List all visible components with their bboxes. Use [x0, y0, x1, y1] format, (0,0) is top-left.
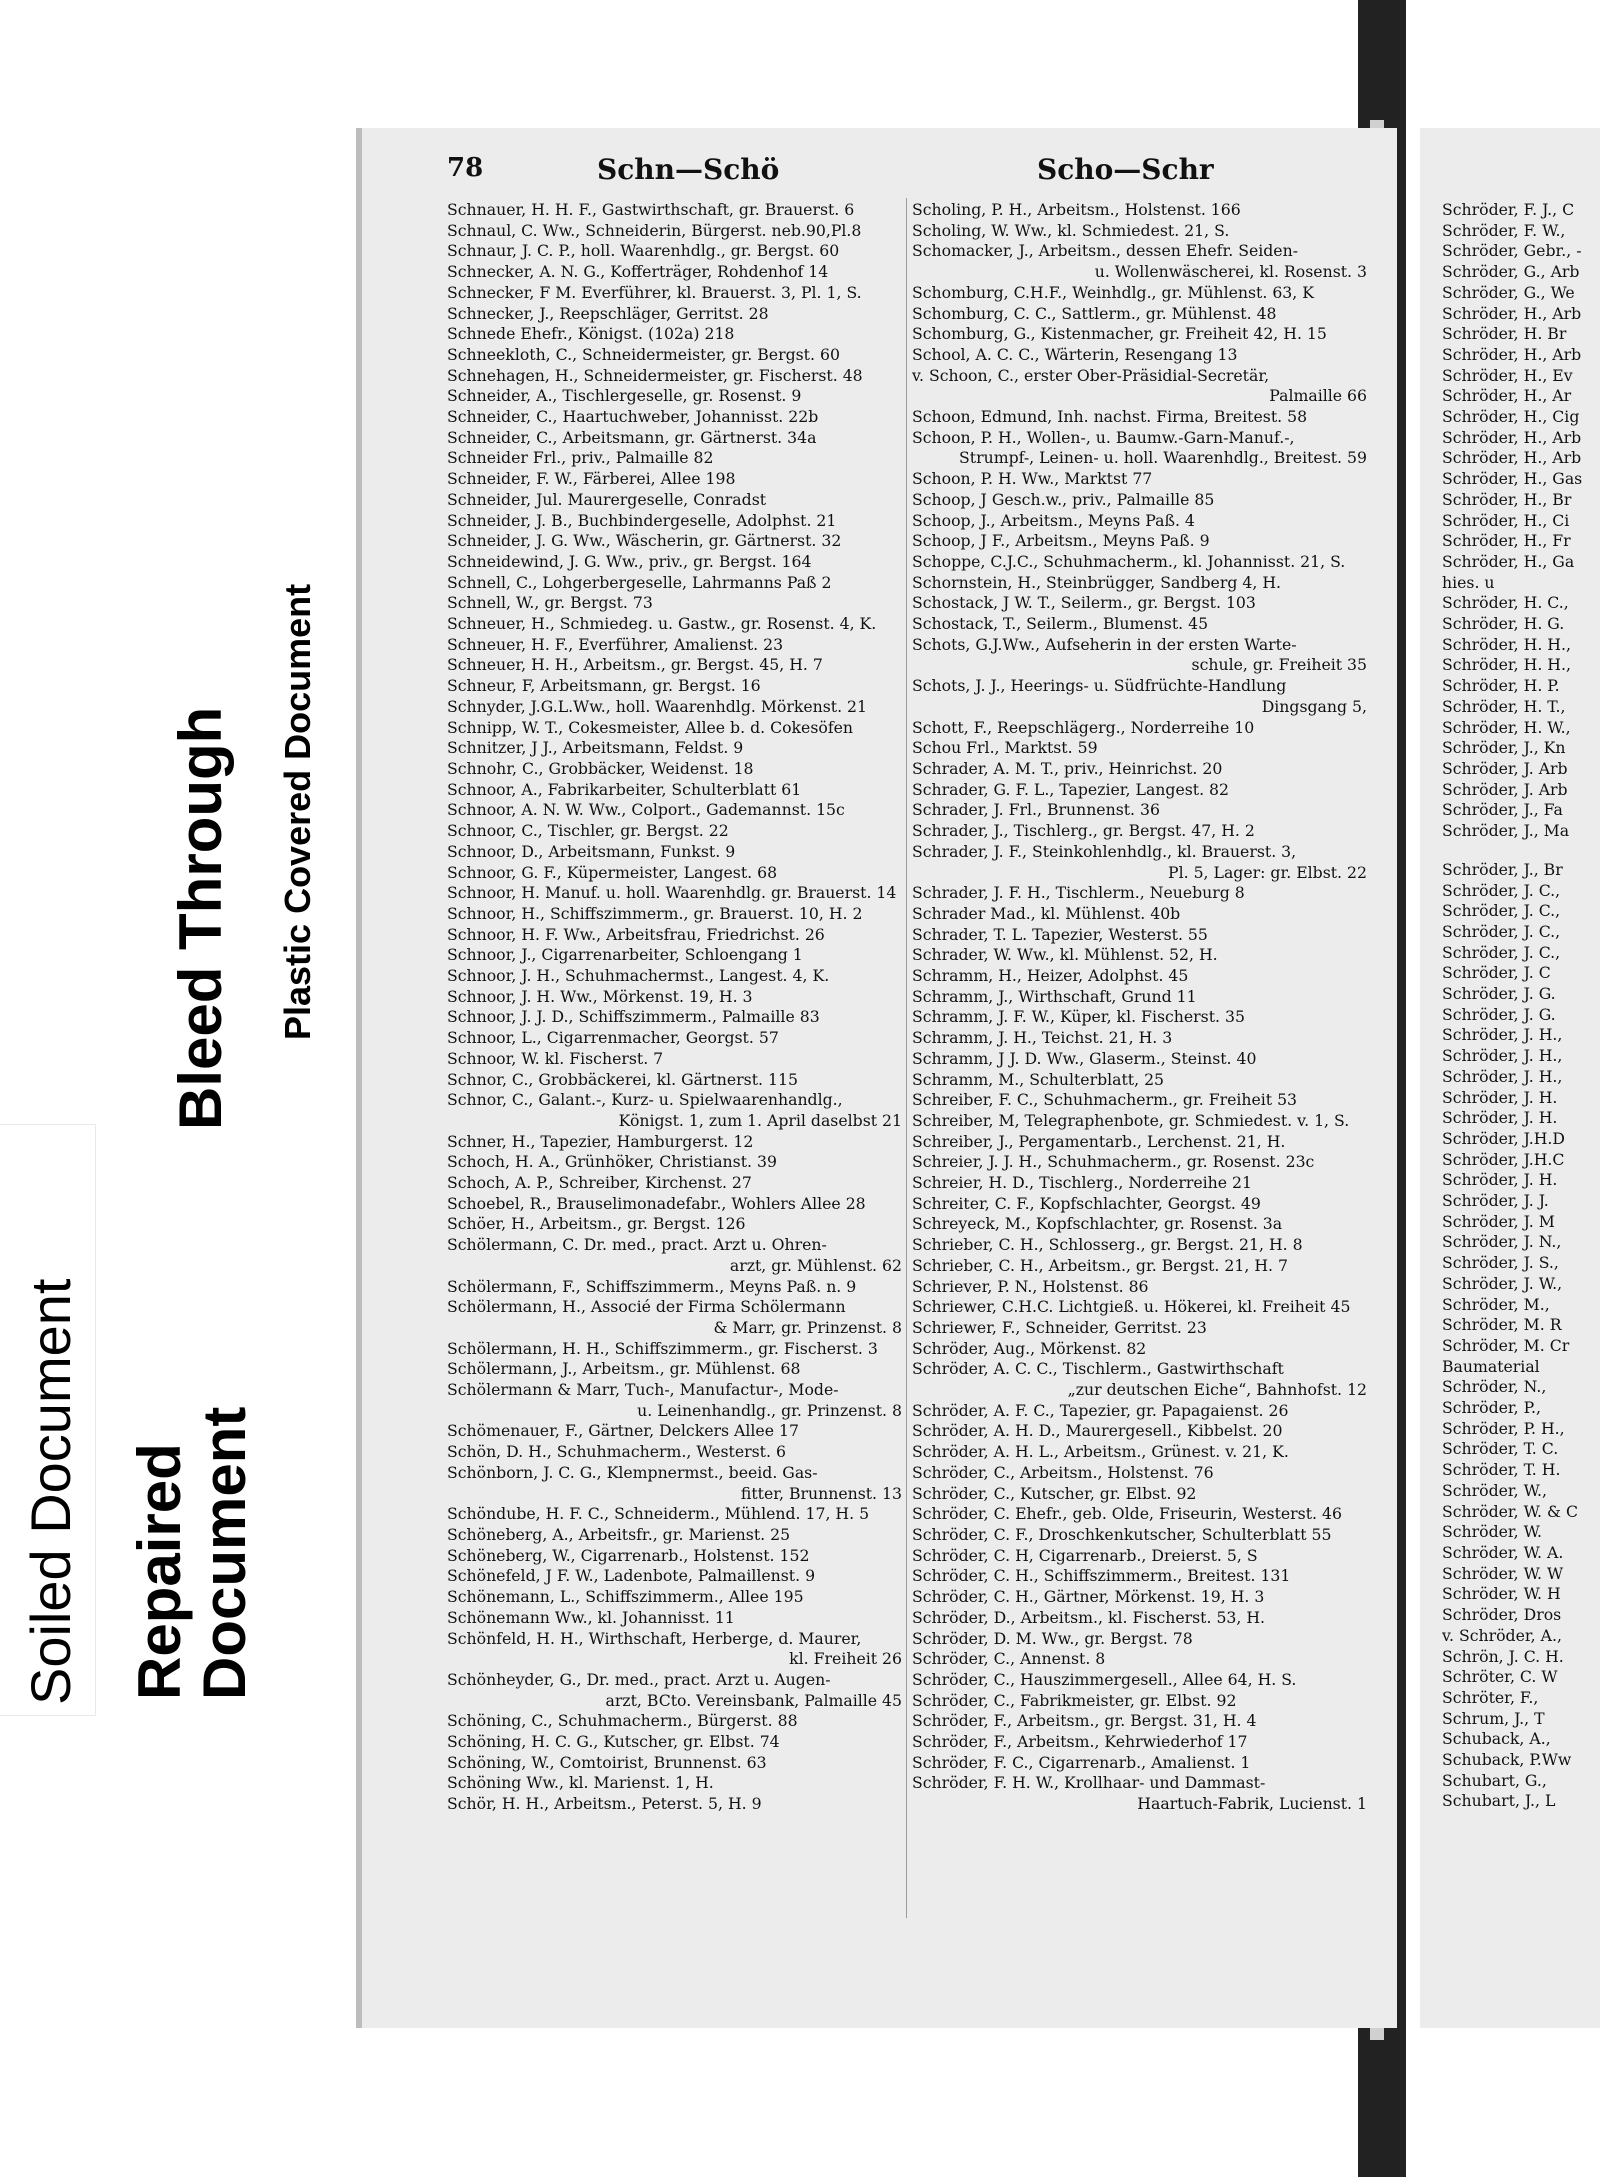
directory-entry: Schnecker, A. N. G., Kofferträger, Rohdenhof 14 — [447, 262, 829, 282]
directory-entry: Schröder, C., Kutscher, gr. Elbst. 92 — [912, 1483, 1197, 1503]
directory-entry: Schöning, H. C. G., Kutscher, gr. Elbst. 74 — [447, 1732, 780, 1752]
directory-entry: Schrader Mad., kl. Mühlenst. 40b — [912, 903, 1181, 923]
directory-entry: Schramm, J., Wirthschaft, Grund 11 — [912, 986, 1197, 1006]
directory-entry: Schneidewind, J. G. Ww., priv., gr. Bergst. 164 — [447, 551, 812, 571]
directory-entry: Schröder, J. J. — [1442, 1191, 1549, 1211]
directory-entry: Schoebel, R., Brauselimonadefabr., Wohlers Allee 28 — [447, 1193, 866, 1213]
directory-entry: hies. u — [1442, 572, 1495, 592]
directory-entry: Schnell, C., Lohgerbergeselle, Lahrmanns Paß 2 — [447, 572, 832, 592]
soiled-document-text: Soiled Document — [19, 1278, 82, 1705]
directory-entry: Schröder, H. C., — [1442, 593, 1569, 613]
neighbor-page — [1420, 128, 1600, 2028]
directory-entry: Schröder, J.H.C — [1442, 1149, 1565, 1169]
directory-entry: Schön, D. H., Schuhmacherm., Westerst. 6 — [447, 1442, 786, 1462]
directory-entry: Schröder, H., Fr — [1442, 531, 1571, 551]
directory-entry: Schnoor, W. kl. Fischerst. 7 — [447, 1048, 664, 1068]
repaired-document-label — [118, 1240, 288, 1710]
directory-entry: Schneider, Jul. Maurergeselle, Conradst — [447, 489, 767, 509]
directory-entry: Schröder, W. W — [1442, 1563, 1564, 1583]
directory-entry: Schröder, Aug., Mörkenst. 82 — [912, 1338, 1147, 1358]
directory-entry: Schnor, C., Grobbäckerei, kl. Gärtnerst. 115 — [447, 1069, 798, 1089]
directory-entry: Schneekloth, C., Schneidermeister, gr. Bergst. 60 — [447, 344, 840, 364]
directory-entry: Schnede Ehefr., Königst. (102a) 218 — [447, 324, 735, 344]
entry-continuation: u. Leinenhandlg., gr. Prinzenst. 8 — [637, 1400, 902, 1420]
directory-entry: Schröder, H. T., — [1442, 696, 1566, 716]
directory-entry: Schöning, W., Comtoirist, Brunnenst. 63 — [447, 1752, 767, 1772]
directory-entry: Schnoor, A., Fabrikarbeiter, Schulterblatt 61 — [447, 779, 802, 799]
directory-entry: Schnoor, H., Schiffszimmerm., gr. Brauerst. 10, H. 2 — [447, 903, 863, 923]
directory-entry: Schoop, J F., Arbeitsm., Meyns Paß. 9 — [912, 531, 1210, 551]
directory-entry: Schröder, F. W., — [1442, 220, 1566, 240]
directory-entry: Schör, H. H., Arbeitsm., Peterst. 5, H. 9 — [447, 1794, 762, 1814]
directory-entry: Schölermann, J., Arbeitsm., gr. Mühlenst. 68 — [447, 1359, 801, 1379]
directory-entry: Schröder, M. Cr — [1442, 1335, 1570, 1355]
directory-entry: Schnoor, J. J. D., Schiffszimmerm., Palmaille 83 — [447, 1007, 820, 1027]
directory-entry: Schröder, C. Ehefr., geb. Olde, Friseurin, Westerst. 46 — [912, 1504, 1342, 1524]
directory-entry: Schönemann Ww., kl. Johannisst. 11 — [447, 1607, 735, 1627]
directory-entry: Schoch, A. P., Schreiber, Kirchenst. 27 — [447, 1173, 752, 1193]
directory-entry: Schrader, J. F. H., Tischlerm., Neueburg 8 — [912, 883, 1245, 903]
directory-entry: Schröder, A. H. D., Maurergesell., Kibbelst. 20 — [912, 1421, 1283, 1441]
directory-entry: Schröder, D., Arbeitsm., kl. Fischerst. 53, H. — [912, 1607, 1266, 1627]
directory-entry: Schrader, G. F. L., Tapezier, Langest. 82 — [912, 779, 1230, 799]
directory-entry: Schornstein, H., Steinbrügger, Sandberg 4, H. — [912, 572, 1281, 592]
directory-entry: Schoon, P. H. Ww., Marktst 77 — [912, 469, 1153, 489]
directory-entry: Schöer, H., Arbeitsm., gr. Bergst. 126 — [447, 1214, 746, 1234]
directory-entry: Schuback, P.Ww — [1442, 1750, 1572, 1770]
directory-entry: Schner, H., Tapezier, Hamburgerst. 12 — [447, 1131, 754, 1151]
directory-entry: Schröder, H., Gas — [1442, 469, 1583, 489]
left-column — [447, 200, 902, 1815]
directory-entry: Schriewer, F., Schneider, Gerritst. 23 — [912, 1317, 1207, 1337]
directory-entry: Schröder, H. H., — [1442, 655, 1571, 675]
directory-entry: Schröder, J., Fa — [1442, 800, 1563, 820]
directory-entry: Schuback, A., — [1442, 1729, 1551, 1749]
directory-entry: Schubart, J., L — [1442, 1791, 1556, 1811]
directory-entry: Schreiber, M, Telegraphenbote, gr. Schmiedest. v. 1, S. — [912, 1110, 1350, 1130]
directory-entry: Schröder, Dros — [1442, 1605, 1562, 1625]
directory-entry: Schröder, J. C., — [1442, 901, 1561, 921]
repaired-text-line2: Document — [191, 1406, 258, 1700]
directory-entry: Schott, F., Reepschlägerg., Norderreihe 10 — [912, 717, 1255, 737]
directory-entry: Schomburg, C. C., Sattlerm., gr. Mühlenst. 48 — [912, 303, 1277, 323]
directory-entry: Schreiter, C. F., Kopfschlachter, Georgst. 49 — [912, 1193, 1261, 1213]
directory-entry: Schröder, H., Ar — [1442, 386, 1572, 406]
directory-entry: Schramm, J J. D. Ww., Glaserm., Steinst. 40 — [912, 1048, 1257, 1068]
directory-entry: Schröder, C., Fabrikmeister, gr. Elbst. 92 — [912, 1690, 1237, 1710]
directory-entry: Schnor, C., Galant.-, Kurz- u. Spielwaarenhandlg., — [447, 1090, 843, 1110]
directory-page — [356, 128, 1397, 2028]
directory-entry: Schröder, J. H., — [1442, 1025, 1563, 1045]
directory-entry: Schreier, H. D., Tischlerg., Norderreihe 21 — [912, 1173, 1252, 1193]
directory-entry: Schubart, G., — [1442, 1770, 1547, 1790]
directory-entry: Schröder, J., Ma — [1442, 821, 1570, 841]
plastic-covered-text: Plastic Covered Document — [277, 583, 318, 1040]
soiled-document-label — [0, 1125, 95, 1715]
directory-entry: Schröder, H. W., — [1442, 717, 1571, 737]
directory-entry: Schnauer, H. H. F., Gastwirthschaft, gr. Brauerst. 6 — [447, 200, 855, 219]
entry-continuation: arzt, gr. Mühlenst. 62 — [729, 1255, 902, 1275]
directory-entry: Schnaur, J. C. P., holl. Waarenhdlg., gr. Bergst. 60 — [447, 241, 840, 261]
directory-entry: Schoch, H. A., Grünhöker, Christianst. 39 — [447, 1152, 777, 1172]
directory-entry: Schröder, H., Ev — [1442, 365, 1573, 385]
directory-entry: School, A. C. C., Wärterin, Resengang 13 — [912, 344, 1238, 364]
directory-entry: Schomacker, J., Arbeitsm., dessen Ehefr. Seiden- — [912, 241, 1298, 261]
directory-entry: Schou Frl., Marktst. 59 — [912, 738, 1098, 758]
directory-entry: Schröder, W. & C — [1442, 1501, 1578, 1521]
entry-continuation: u. Wollenwäscherei, kl. Rosenst. 3 — [1094, 262, 1367, 282]
directory-entry: Schnohr, C., Grobbäcker, Weidenst. 18 — [447, 758, 754, 778]
directory-entry: Schöning, C., Schuhmacherm., Bürgerst. 88 — [447, 1711, 798, 1731]
directory-entry: Schots, J. J., Heerings- u. Südfrüchte-Handlung — [912, 676, 1287, 696]
directory-entry: Schröder, A. F. C., Tapezier, gr. Papagaienst. 26 — [912, 1400, 1289, 1420]
directory-entry: Schönemann, L., Schiffszimmerm., Allee 195 — [447, 1587, 804, 1607]
directory-entry: Schoop, J Gesch.w., priv., Palmaille 85 — [912, 489, 1215, 509]
directory-entry: Schrader, A. M. T., priv., Heinrichst. 20 — [912, 758, 1223, 778]
directory-entry: Schneuer, H. H., Arbeitsm., gr. Bergst. 45, H. 7 — [447, 655, 823, 675]
directory-entry: Schneider, J. G. Ww., Wäscherin, gr. Gärtnerst. 32 — [447, 531, 842, 551]
directory-entry: Schröder, D. M. Ww., gr. Bergst. 78 — [912, 1628, 1193, 1648]
directory-entry: Schnecker, J., Reepschläger, Gerritst. 28 — [447, 303, 769, 323]
directory-entry: Schröder, H., Arb — [1442, 448, 1582, 468]
entry-continuation: kl. Freiheit 26 — [789, 1649, 902, 1669]
directory-entry: Schöneberg, A., Arbeitsfr., gr. Marienst. 25 — [447, 1525, 791, 1544]
entry-continuation: fitter, Brunnenst. 13 — [740, 1483, 902, 1503]
directory-entry: Schnoor, A. N. W. Ww., Colport., Gademannst. 15c — [447, 800, 845, 820]
page-number: 78 — [447, 153, 484, 183]
directory-entry: Schostack, J W. T., Seilerm., gr. Bergst. 103 — [912, 593, 1256, 613]
directory-entry: Schomburg, G., Kistenmacher, gr. Freiheit 42, H. 15 — [912, 324, 1327, 344]
directory-entry: Schölermann & Marr, Tuch-, Manufactur-, Mode- — [447, 1380, 839, 1400]
directory-entry: Schröder, J. C — [1442, 963, 1551, 983]
directory-entry: Schröder, W. A. — [1442, 1543, 1564, 1562]
directory-entry: Schnoor, L., Cigarrenmacher, Georgst. 57 — [447, 1028, 779, 1048]
directory-entry: Schröder, M. R — [1442, 1315, 1562, 1335]
directory-entry: Schröder, J. S., — [1442, 1253, 1559, 1273]
directory-entry: Schostack, T., Seilerm., Blumenst. 45 — [912, 614, 1209, 634]
directory-entry: Schramm, M., Schulterblatt, 25 — [912, 1069, 1165, 1089]
directory-entry: Schnoor, H. F. Ww., Arbeitsfrau, Friedrichst. 26 — [447, 924, 825, 944]
directory-entry: Schnoor, J., Cigarrenarbeiter, Schloengang 1 — [447, 945, 803, 965]
directory-entry: Schönborn, J. C. G., Klempnermst., beeid. Gas- — [447, 1462, 818, 1482]
directory-entry: Schoon, Edmund, Inh. nachst. Firma, Breitest. 58 — [912, 407, 1308, 427]
entry-gap — [1442, 842, 1582, 860]
entry-continuation: „zur deutschen Eiche“, Bahnhofst. 12 — [1067, 1380, 1367, 1400]
page-header — [362, 153, 1397, 193]
directory-entry: Schöneberg, W., Cigarrenarb., Holstenst. 152 — [447, 1545, 810, 1565]
entry-continuation: schule, gr. Freiheit 35 — [1191, 655, 1367, 675]
directory-entry: Schnaul, C. Ww., Schneiderin, Bürgerst. neb.90,Pl.8 — [447, 220, 862, 240]
directory-entry: Schoop, J., Arbeitsm., Meyns Paß. 4 — [912, 510, 1195, 530]
directory-entry: Schnitzer, J J., Arbeitsmann, Feldst. 9 — [447, 738, 744, 758]
entry-continuation: Strumpf-, Leinen- u. holl. Waarenhdlg., Breitest. 59 — [959, 448, 1367, 468]
directory-entry: Schröder, J. H. — [1442, 1087, 1558, 1107]
directory-entry: Schots, G.J.Ww., Aufseherin in der ersten Warte- — [912, 634, 1297, 654]
directory-entry: Baumaterial — [1442, 1356, 1540, 1376]
entry-continuation: Dingsgang 5, — [1261, 696, 1367, 716]
directory-entry: Schröter, F., — [1442, 1687, 1539, 1707]
directory-entry: Schröder, F. J., C — [1442, 200, 1575, 219]
plastic-covered-label — [245, 430, 345, 1050]
directory-entry: Schreiber, J., Pergamentarb., Lerchenst. 21, H. — [912, 1131, 1286, 1151]
directory-entry: Schrader, T. L. Tapezier, Westerst. 55 — [912, 924, 1208, 944]
directory-entry: Schröder, J. M — [1442, 1211, 1555, 1231]
directory-entry: Schneur, F, Arbeitsmann, gr. Bergst. 16 — [447, 676, 761, 696]
directory-entry: Schriever, P. N., Holstenst. 86 — [912, 1276, 1149, 1296]
right-column — [912, 200, 1367, 1815]
directory-entry: Schönheyder, G., Dr. med., pract. Arzt u. Augen- — [447, 1669, 831, 1689]
directory-entry: Schrieber, C. H., Arbeitsm., gr. Bergst. 21, H. 7 — [912, 1255, 1288, 1275]
directory-entry: Schröder, C., Hauszimmergesell., Allee 64, H. S. — [912, 1669, 1297, 1689]
directory-entry: Schnoor, J. H. Ww., Mörkenst. 19, H. 3 — [447, 986, 753, 1006]
directory-entry: Schnipp, W. T., Cokesmeister, Allee b. d. Cokesöfen — [447, 717, 854, 737]
directory-entry: Schröder, W. H — [1442, 1584, 1561, 1604]
directory-entry: Schröder, T. C. — [1442, 1439, 1559, 1459]
directory-entry: Schröder, J. G. — [1442, 984, 1556, 1004]
directory-entry: Schnecker, F M. Everführer, kl. Brauerst. 3, Pl. 1, S. — [447, 282, 862, 302]
directory-entry: Schneider, C., Haartuchweber, Johannisst. 22b — [447, 407, 819, 427]
neighbor-page-column — [1442, 200, 1582, 1812]
directory-entry: Scholing, W. Ww., kl. Schmiedest. 21, S. — [912, 220, 1230, 240]
directory-entry: Schröder, H., Arb — [1442, 303, 1582, 323]
header-left-range: Schn—Schö — [597, 153, 780, 186]
directory-entry: Schömenauer, F., Gärtner, Delckers Allee 17 — [447, 1421, 799, 1441]
directory-entry: Schomburg, C.H.F., Weinhdlg., gr. Mühlenst. 63, K — [912, 282, 1314, 302]
directory-entry: Schneuer, H. F., Everführer, Amalienst. 23 — [447, 634, 784, 654]
directory-entry: Schröder, H., Cig — [1442, 407, 1580, 427]
directory-entry: Schölermann, H. H., Schiffszimmerm., gr. Fischerst. 3 — [447, 1338, 878, 1358]
directory-entry: Schröder, C. H., Schiffszimmerm., Breitest. 131 — [912, 1566, 1291, 1586]
directory-entry: Schölermann, H., Associé der Firma Schölermann — [447, 1297, 846, 1317]
directory-entry: Schneider, C., Arbeitsmann, gr. Gärtnerst. 34a — [447, 427, 817, 447]
directory-entry: Schröder, F., Arbeitsm., gr. Bergst. 31, H. 4 — [912, 1711, 1257, 1731]
directory-entry: Schröder, J. G. — [1442, 1004, 1556, 1024]
entry-continuation: Palmaille 66 — [1269, 386, 1367, 406]
directory-entry: Schröder, H. P. — [1442, 676, 1560, 696]
directory-entry: Schröder, H., Br — [1442, 489, 1572, 509]
bleed-through-text: Bleed Through — [167, 706, 234, 1130]
directory-entry: Schneider, A., Tischlergeselle, gr. Rosenst. 9 — [447, 386, 802, 406]
entry-continuation: Haartuch-Fabrik, Lucienst. 1 — [1137, 1794, 1367, 1814]
directory-entry: Scholing, P. H., Arbeitsm., Holstenst. 166 — [912, 200, 1241, 219]
directory-entry: Schröder, C., Annenst. 8 — [912, 1649, 1106, 1669]
directory-entry: Schöndube, H. F. C., Schneiderm., Mühlend. 17, H. 5 — [447, 1504, 870, 1524]
directory-entry: Schröder, J. N., — [1442, 1232, 1562, 1252]
directory-entry: Schröder, J. W., — [1442, 1273, 1563, 1293]
header-right-range: Scho—Schr — [1037, 153, 1214, 186]
directory-entry: Schröder, F. C., Cigarrenarb., Amalienst. 1 — [912, 1752, 1251, 1772]
directory-entry: Schröter, C. W — [1442, 1667, 1558, 1687]
directory-entry: Schröder, T. H. — [1442, 1460, 1561, 1480]
directory-entry: Schneider, F. W., Färberei, Allee 198 — [447, 469, 736, 489]
directory-entry: v. Schoon, C., erster Ober-Präsidial-Secretär, — [912, 365, 1270, 385]
directory-entry: Schramm, H., Heizer, Adolphst. 45 — [912, 966, 1189, 986]
directory-entry: Schrader, J., Tischlerg., gr. Bergst. 47, H. 2 — [912, 821, 1255, 841]
directory-entry: Schnoor, J. H., Schuhmachermst., Langest. 4, K. — [447, 966, 830, 986]
directory-entry: Schneider, J. B., Buchbindergeselle, Adolphst. 21 — [447, 510, 837, 530]
directory-entry: Schröder, J. H. — [1442, 1170, 1558, 1190]
directory-entry: Schneider Frl., priv., Palmaille 82 — [447, 448, 714, 468]
directory-entry: Schreyeck, M., Kopfschlachter, gr. Rosenst. 3a — [912, 1214, 1283, 1234]
directory-entry: Schröder, J. H., — [1442, 1046, 1563, 1066]
directory-entry: Schröder, C. F., Droschkenkutscher, Schulterblatt 55 — [912, 1525, 1332, 1544]
entry-continuation: Königst. 1, zum 1. April daselbst 21 — [618, 1110, 902, 1130]
directory-entry: Schröder, J. H. — [1442, 1108, 1558, 1128]
directory-entry: Schnehagen, H., Schneidermeister, gr. Fischerst. 48 — [447, 365, 863, 385]
directory-entry: Schröder, J. C., — [1442, 921, 1561, 941]
directory-entry: Schröder, M., — [1442, 1294, 1550, 1314]
directory-entry: Schröder, W. — [1442, 1522, 1543, 1542]
column-divider — [906, 198, 907, 1918]
directory-entry: Schönefeld, J F. W., Ladenbote, Palmaillenst. 9 — [447, 1566, 816, 1586]
directory-entry: Schöning Ww., kl. Marienst. 1, H. — [447, 1773, 714, 1793]
directory-entry: Schreiber, F. C., Schuhmacherm., gr. Freiheit 53 — [912, 1090, 1298, 1110]
directory-entry: Schröder, W., — [1442, 1480, 1548, 1500]
entry-continuation: Pl. 5, Lager: gr. Elbst. 22 — [1168, 862, 1367, 882]
directory-entry: Schölermann, F., Schiffszimmerm., Meyns Paß. n. 9 — [447, 1276, 857, 1296]
directory-entry: Schrader, J. Frl., Brunnenst. 36 — [912, 800, 1160, 820]
directory-entry: Schnoor, G. F., Küpermeister, Langest. 68 — [447, 862, 778, 882]
directory-entry: Schröder, G., We — [1442, 282, 1575, 302]
directory-entry: Schröder, J.H.D — [1442, 1128, 1565, 1148]
directory-entry: Schramm, J. H., Teichst. 21, H. 3 — [912, 1028, 1173, 1048]
directory-entry: Schneuer, H., Schmiedeg. u. Gastw., gr. Rosenst. 4, K. — [447, 614, 877, 634]
directory-entry: Schröder, P., — [1442, 1398, 1542, 1418]
directory-entry: Schröder, H., Ci — [1442, 510, 1570, 530]
directory-entry: Schnoor, C., Tischler, gr. Bergst. 22 — [447, 821, 729, 841]
directory-entry: Schrum, J., T — [1442, 1708, 1545, 1728]
directory-entry: Schröder, C., Arbeitsm., Holstenst. 76 — [912, 1462, 1214, 1482]
directory-entry: Schröder, P. H., — [1442, 1418, 1565, 1438]
directory-entry: Schrön, J. C. H. — [1442, 1646, 1564, 1666]
directory-entry: Schröder, J. H., — [1442, 1066, 1563, 1086]
directory-entry: Schröder, J. Arb — [1442, 779, 1568, 799]
repaired-text-line1: Repaired — [126, 1443, 193, 1700]
directory-entry: Schröder, H. H., — [1442, 634, 1571, 654]
directory-entry: Schröder, J., Br — [1442, 859, 1563, 879]
directory-entry: Schramm, J. F. W., Küper, kl. Fischerst. 35 — [912, 1007, 1245, 1027]
entry-continuation: & Marr, gr. Prinzenst. 8 — [713, 1317, 902, 1337]
entry-continuation: arzt, BCto. Vereinsbank, Palmaille 45 — [605, 1690, 902, 1710]
directory-entry: Schnoor, H. Manuf. u. holl. Waarenhdlg. gr. Brauerst. 14 — [447, 883, 897, 903]
directory-entry: Schröder, H. G. — [1442, 614, 1565, 634]
directory-entry: Schriewer, C.H.C. Lichtgieß. u. Hökerei, kl. Freiheit 45 — [912, 1297, 1351, 1317]
directory-entry: Schrader, J. F., Steinkohlenhdlg., kl. Brauerst. 3, — [912, 841, 1297, 861]
directory-entry: Schnell, W., gr. Bergst. 73 — [447, 593, 653, 613]
directory-entry: Schröder, J. C., — [1442, 942, 1561, 962]
directory-entry: Schoppe, C.J.C., Schuhmacherm., kl. Johannisst. 21, S. — [912, 551, 1346, 571]
directory-entry: Schölermann, C. Dr. med., pract. Arzt u. Ohren- — [447, 1235, 827, 1255]
directory-entry: Schröder, C. H., Gärtner, Mörkenst. 19, H. 3 — [912, 1587, 1265, 1607]
directory-entry: Schröder, H. Br — [1442, 324, 1567, 344]
directory-entry: Schröder, G., Arb — [1442, 262, 1580, 282]
directory-entry: Schröder, F. H. W., Krollhaar- und Dammast- — [912, 1773, 1266, 1793]
directory-entry: Schröder, J. C., — [1442, 880, 1561, 900]
directory-entry: v. Schröder, A., — [1442, 1625, 1562, 1645]
directory-entry: Schröder, A. C. C., Tischlerm., Gastwirthschaft — [912, 1359, 1284, 1379]
directory-entry: Schröder, H., Arb — [1442, 427, 1582, 447]
directory-entry: Schröder, Gebr., - — [1442, 241, 1582, 261]
directory-entry: Schröder, H., Ga — [1442, 551, 1575, 571]
directory-entry: Schröder, A. H. L., Arbeitsm., Grünest. v. 21, K. — [912, 1442, 1289, 1462]
directory-entry: Schröder, J., Kn — [1442, 738, 1566, 758]
directory-entry: Schröder, J. Arb — [1442, 758, 1568, 778]
directory-entry: Schröder, F., Arbeitsm., Kehrwiederhof 17 — [912, 1732, 1248, 1752]
directory-entry: Schröder, C. H, Cigarrenarb., Dreierst. 5, S — [912, 1545, 1258, 1565]
directory-entry: Schreier, J. J. H., Schuhmacherm., gr. Rosenst. 23c — [912, 1152, 1315, 1172]
directory-entry: Schnyder, J.G.L.Ww., holl. Waarenhdlg. Mörkenst. 21 — [447, 696, 868, 716]
directory-entry: Schrieber, C. H., Schlosserg., gr. Bergst. 21, H. 8 — [912, 1235, 1303, 1255]
directory-entry: Schönfeld, H. H., Wirthschaft, Herberge, d. Maurer, — [447, 1628, 862, 1648]
directory-entry: Schröder, N., — [1442, 1377, 1547, 1397]
directory-entry: Schrader, W. Ww., kl. Mühlenst. 52, H. — [912, 945, 1218, 965]
directory-entry: Schoon, P. H., Wollen-, u. Baumw.-Garn-Manuf.-, — [912, 427, 1295, 447]
directory-entry: Schnoor, D., Arbeitsmann, Funkst. 9 — [447, 841, 736, 861]
directory-entry: Schröder, H., Arb — [1442, 344, 1582, 364]
